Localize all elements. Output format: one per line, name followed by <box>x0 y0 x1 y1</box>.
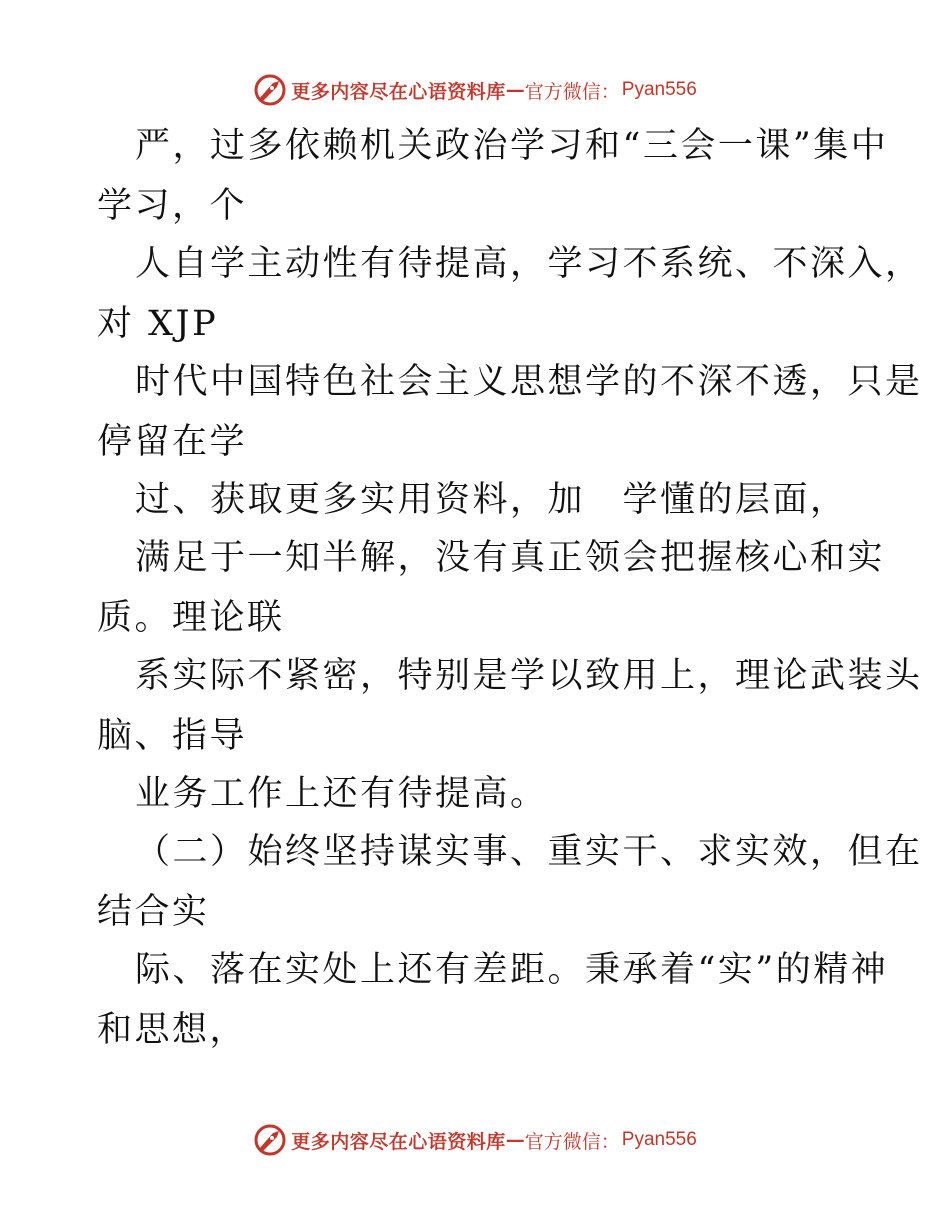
text-line: 严，过多依赖机关政治学习和“三会一课”集中 <box>135 126 889 166</box>
text-line: 满足于一知半解，没有真正领会把握核心和实 <box>135 538 886 578</box>
text-line: 过、获取更多实用资料，加 学懂的层面， <box>135 480 848 520</box>
banner-dash: — <box>505 1129 525 1151</box>
banner-label: 官方微信 <box>524 80 601 103</box>
banner-colon: ： <box>600 1130 620 1153</box>
text-line: 对 XJP <box>97 304 219 344</box>
banner-wechat-id: Pyan556 <box>621 1129 697 1150</box>
banner-main-text: 更多内容尽在心语资料库 <box>291 1130 506 1153</box>
banner-label: 官方微信 <box>524 1130 601 1153</box>
banner-colon: ： <box>600 80 620 103</box>
text-line: 质。理论联 <box>97 598 285 638</box>
banner-dash: — <box>505 79 525 101</box>
footer-banner <box>0 1120 950 1160</box>
text-line: 和思想， <box>97 1010 248 1050</box>
text-line: 学习，个 <box>97 186 248 226</box>
pen-nib-circle-icon <box>253 1123 287 1157</box>
text-line: 时代中国特色社会主义思想学的不深不透，只是 <box>135 362 923 402</box>
banner-main-text: 更多内容尽在心语资料库 <box>291 80 506 103</box>
pen-nib-circle-icon <box>253 73 287 107</box>
text-line: 际、落在实处上还有差距。秉承着“实”的精神 <box>135 950 889 990</box>
text-line: 结合实 <box>97 892 210 932</box>
text-line: 系实际不紧密，特别是学以致用上，理论武装头 <box>135 656 923 696</box>
text-line: 人自学主动性有待提高，学习不系统、不深入， <box>135 244 923 284</box>
text-line: 脑、指导 <box>97 716 248 756</box>
text-line: 停留在学 <box>97 422 248 462</box>
text-line: 业务工作上还有待提高。 <box>135 774 548 814</box>
text-line: （二）始终坚持谋实事、重实干、求实效，但在 <box>135 832 923 872</box>
header-banner <box>0 70 950 110</box>
banner-wechat-id: Pyan556 <box>621 79 697 100</box>
